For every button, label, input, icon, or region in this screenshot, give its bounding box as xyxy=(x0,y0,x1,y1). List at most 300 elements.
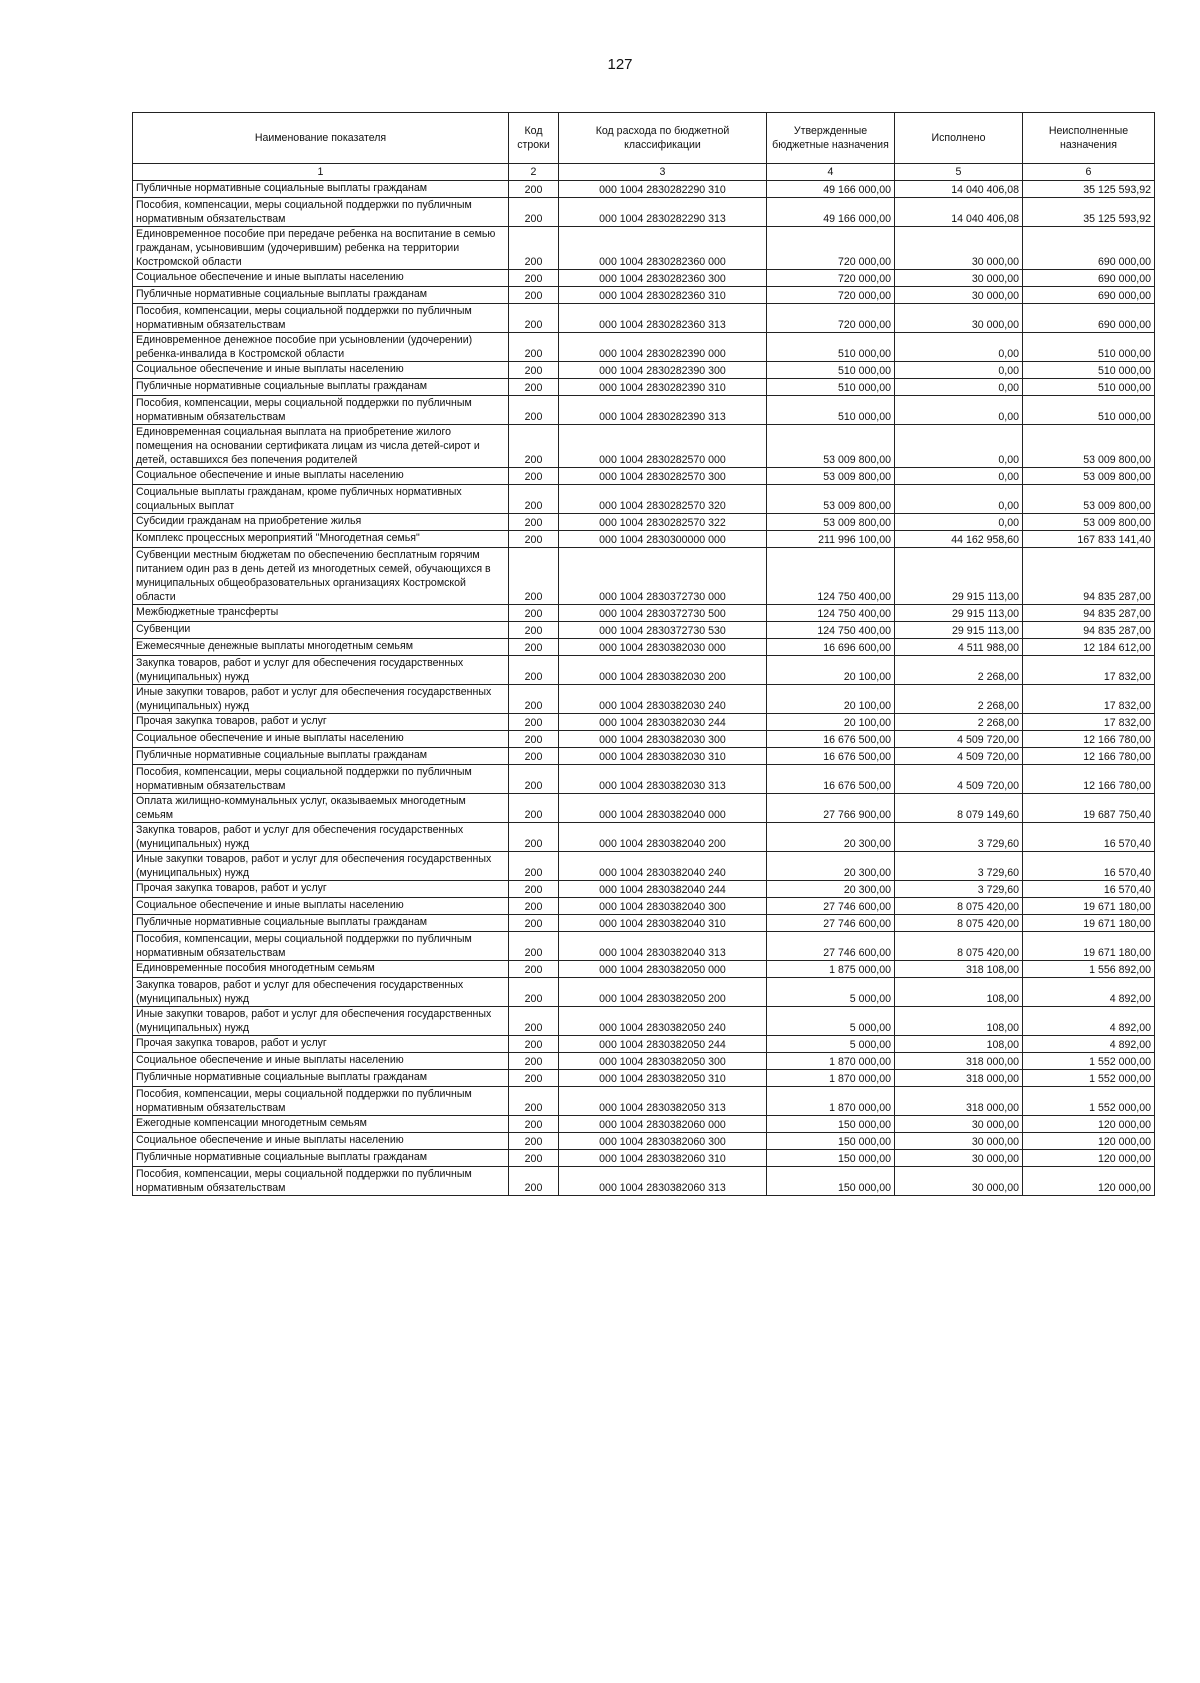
cell-unexecuted: 1 552 000,00 xyxy=(1023,1087,1155,1116)
cell-name: Публичные нормативные социальные выплаты гражданам xyxy=(133,1150,509,1167)
cell-name: Социальные выплаты гражданам, кроме публичных нормативных социальных выплат xyxy=(133,485,509,514)
cell-unexecuted: 19 671 180,00 xyxy=(1023,932,1155,961)
table-row xyxy=(133,485,1155,514)
table-row xyxy=(133,198,1155,227)
cell-row-code: 200 xyxy=(509,656,559,685)
cell-row-code: 200 xyxy=(509,978,559,1007)
col-number-4: 4 xyxy=(767,164,895,181)
table-row xyxy=(133,379,1155,396)
cell-unexecuted: 53 009 800,00 xyxy=(1023,468,1155,485)
cell-executed: 29 915 113,00 xyxy=(895,605,1023,622)
cell-approved: 20 300,00 xyxy=(767,823,895,852)
cell-name: Социальное обеспечение и иные выплаты населению xyxy=(133,270,509,287)
cell-executed: 2 268,00 xyxy=(895,656,1023,685)
cell-row-code: 200 xyxy=(509,1116,559,1133)
cell-classification-code: 000 1004 2830382050 300 xyxy=(559,1053,767,1070)
table-row xyxy=(133,1036,1155,1053)
col-number-1: 1 xyxy=(133,164,509,181)
cell-unexecuted: 510 000,00 xyxy=(1023,333,1155,362)
table-row xyxy=(133,1087,1155,1116)
table-row xyxy=(133,881,1155,898)
cell-executed: 8 075 420,00 xyxy=(895,932,1023,961)
cell-unexecuted: 1 552 000,00 xyxy=(1023,1070,1155,1087)
cell-approved: 53 009 800,00 xyxy=(767,485,895,514)
table-row xyxy=(133,1070,1155,1087)
cell-executed: 318 000,00 xyxy=(895,1087,1023,1116)
cell-unexecuted: 17 832,00 xyxy=(1023,714,1155,731)
cell-approved: 16 676 500,00 xyxy=(767,748,895,765)
cell-executed: 30 000,00 xyxy=(895,227,1023,270)
cell-classification-code: 000 1004 2830282390 000 xyxy=(559,333,767,362)
cell-approved: 20 100,00 xyxy=(767,656,895,685)
cell-unexecuted: 510 000,00 xyxy=(1023,396,1155,425)
cell-approved: 53 009 800,00 xyxy=(767,514,895,531)
cell-executed: 8 075 420,00 xyxy=(895,898,1023,915)
table-body xyxy=(133,181,1155,1196)
cell-unexecuted: 19 671 180,00 xyxy=(1023,915,1155,932)
cell-classification-code: 000 1004 2830382030 240 xyxy=(559,685,767,714)
cell-classification-code: 000 1004 2830382050 000 xyxy=(559,961,767,978)
cell-approved: 720 000,00 xyxy=(767,270,895,287)
cell-approved: 211 996 100,00 xyxy=(767,531,895,548)
cell-classification-code: 000 1004 2830282570 322 xyxy=(559,514,767,531)
table-row xyxy=(133,468,1155,485)
cell-unexecuted: 510 000,00 xyxy=(1023,379,1155,396)
cell-unexecuted: 120 000,00 xyxy=(1023,1150,1155,1167)
cell-classification-code: 000 1004 2830372730 500 xyxy=(559,605,767,622)
table-row xyxy=(133,1007,1155,1036)
cell-unexecuted: 17 832,00 xyxy=(1023,656,1155,685)
cell-classification-code: 000 1004 2830382060 313 xyxy=(559,1167,767,1196)
col-number-6: 6 xyxy=(1023,164,1155,181)
cell-unexecuted: 12 166 780,00 xyxy=(1023,765,1155,794)
cell-name: Пособия, компенсации, меры социальной поддержки по публичным нормативным обязательствам xyxy=(133,304,509,333)
cell-unexecuted: 120 000,00 xyxy=(1023,1167,1155,1196)
table-row xyxy=(133,270,1155,287)
cell-classification-code: 000 1004 2830372730 530 xyxy=(559,622,767,639)
cell-executed: 30 000,00 xyxy=(895,1150,1023,1167)
cell-row-code: 200 xyxy=(509,425,559,468)
cell-unexecuted: 94 835 287,00 xyxy=(1023,622,1155,639)
cell-approved: 20 100,00 xyxy=(767,685,895,714)
cell-row-code: 200 xyxy=(509,731,559,748)
cell-unexecuted: 35 125 593,92 xyxy=(1023,198,1155,227)
cell-approved: 510 000,00 xyxy=(767,379,895,396)
cell-row-code: 200 xyxy=(509,287,559,304)
cell-approved: 27 746 600,00 xyxy=(767,932,895,961)
cell-row-code: 200 xyxy=(509,396,559,425)
cell-row-code: 200 xyxy=(509,639,559,656)
table-row xyxy=(133,227,1155,270)
cell-approved: 720 000,00 xyxy=(767,227,895,270)
table-row xyxy=(133,1133,1155,1150)
cell-unexecuted: 12 166 780,00 xyxy=(1023,748,1155,765)
col-number-5: 5 xyxy=(895,164,1023,181)
table-header xyxy=(133,113,1155,181)
col-number-2: 2 xyxy=(509,164,559,181)
cell-approved: 27 766 900,00 xyxy=(767,794,895,823)
cell-classification-code: 000 1004 2830382040 244 xyxy=(559,881,767,898)
cell-name: Иные закупки товаров, работ и услуг для обеспечения государственных (муниципальных) нужд xyxy=(133,852,509,881)
cell-row-code: 200 xyxy=(509,852,559,881)
cell-classification-code: 000 1004 2830382050 313 xyxy=(559,1087,767,1116)
cell-name: Социальное обеспечение и иные выплаты населению xyxy=(133,468,509,485)
cell-row-code: 200 xyxy=(509,714,559,731)
cell-name: Единовременное денежное пособие при усыновлении (удочерении) ребенка-инвалида в Костромской области xyxy=(133,333,509,362)
cell-name: Ежегодные компенсации многодетным семьям xyxy=(133,1116,509,1133)
table-row xyxy=(133,548,1155,605)
cell-name: Единовременное пособие при передаче ребенка на воспитание в семью гражданам, усыновившим (удочерившим) ребенка на территории Костромской области xyxy=(133,227,509,270)
cell-classification-code: 000 1004 2830382060 300 xyxy=(559,1133,767,1150)
cell-classification-code: 000 1004 2830382050 200 xyxy=(559,978,767,1007)
cell-row-code: 200 xyxy=(509,823,559,852)
cell-name: Пособия, компенсации, меры социальной поддержки по публичным нормативным обязательствам xyxy=(133,765,509,794)
cell-row-code: 200 xyxy=(509,1167,559,1196)
cell-executed: 29 915 113,00 xyxy=(895,622,1023,639)
cell-classification-code: 000 1004 2830382050 310 xyxy=(559,1070,767,1087)
cell-classification-code: 000 1004 2830372730 000 xyxy=(559,548,767,605)
cell-unexecuted: 1 556 892,00 xyxy=(1023,961,1155,978)
cell-unexecuted: 12 166 780,00 xyxy=(1023,731,1155,748)
table-row xyxy=(133,304,1155,333)
cell-executed: 29 915 113,00 xyxy=(895,548,1023,605)
cell-approved: 49 166 000,00 xyxy=(767,198,895,227)
cell-name: Закупка товаров, работ и услуг для обеспечения государственных (муниципальных) нужд xyxy=(133,978,509,1007)
cell-executed: 30 000,00 xyxy=(895,1116,1023,1133)
cell-classification-code: 000 1004 2830382060 310 xyxy=(559,1150,767,1167)
cell-approved: 16 676 500,00 xyxy=(767,765,895,794)
cell-executed: 4 509 720,00 xyxy=(895,765,1023,794)
cell-unexecuted: 690 000,00 xyxy=(1023,270,1155,287)
cell-classification-code: 000 1004 2830382040 310 xyxy=(559,915,767,932)
cell-executed: 8 075 420,00 xyxy=(895,915,1023,932)
cell-classification-code: 000 1004 2830382030 200 xyxy=(559,656,767,685)
cell-row-code: 200 xyxy=(509,270,559,287)
cell-row-code: 200 xyxy=(509,485,559,514)
cell-unexecuted: 53 009 800,00 xyxy=(1023,485,1155,514)
cell-approved: 1 875 000,00 xyxy=(767,961,895,978)
cell-unexecuted: 53 009 800,00 xyxy=(1023,514,1155,531)
table-row xyxy=(133,396,1155,425)
table-row xyxy=(133,765,1155,794)
cell-name: Пособия, компенсации, меры социальной поддержки по публичным нормативным обязательствам xyxy=(133,932,509,961)
cell-unexecuted: 94 835 287,00 xyxy=(1023,548,1155,605)
cell-executed: 3 729,60 xyxy=(895,823,1023,852)
cell-executed: 2 268,00 xyxy=(895,685,1023,714)
cell-unexecuted: 690 000,00 xyxy=(1023,304,1155,333)
cell-unexecuted: 19 671 180,00 xyxy=(1023,898,1155,915)
cell-classification-code: 000 1004 2830382040 300 xyxy=(559,898,767,915)
cell-executed: 4 509 720,00 xyxy=(895,731,1023,748)
cell-classification-code: 000 1004 2830282360 313 xyxy=(559,304,767,333)
cell-unexecuted: 19 687 750,40 xyxy=(1023,794,1155,823)
table-row xyxy=(133,748,1155,765)
cell-approved: 124 750 400,00 xyxy=(767,605,895,622)
cell-unexecuted: 4 892,00 xyxy=(1023,1007,1155,1036)
cell-classification-code: 000 1004 2830282360 310 xyxy=(559,287,767,304)
cell-row-code: 200 xyxy=(509,379,559,396)
table-row xyxy=(133,333,1155,362)
cell-row-code: 200 xyxy=(509,362,559,379)
cell-name: Социальное обеспечение и иные выплаты населению xyxy=(133,898,509,915)
cell-executed: 0,00 xyxy=(895,362,1023,379)
table-row xyxy=(133,852,1155,881)
cell-unexecuted: 12 184 612,00 xyxy=(1023,639,1155,656)
cell-approved: 510 000,00 xyxy=(767,396,895,425)
cell-name: Единовременные пособия многодетным семьям xyxy=(133,961,509,978)
cell-approved: 150 000,00 xyxy=(767,1167,895,1196)
cell-name: Оплата жилищно-коммунальных услуг, оказываемых многодетным семьям xyxy=(133,794,509,823)
cell-name: Социальное обеспечение и иные выплаты населению xyxy=(133,362,509,379)
cell-executed: 0,00 xyxy=(895,379,1023,396)
cell-row-code: 200 xyxy=(509,304,559,333)
cell-name: Пособия, компенсации, меры социальной поддержки по публичным нормативным обязательствам xyxy=(133,396,509,425)
cell-classification-code: 000 1004 2830282390 300 xyxy=(559,362,767,379)
cell-name: Межбюджетные трансферты xyxy=(133,605,509,622)
cell-approved: 49 166 000,00 xyxy=(767,181,895,198)
cell-approved: 720 000,00 xyxy=(767,287,895,304)
cell-executed: 0,00 xyxy=(895,333,1023,362)
cell-name: Социальное обеспечение и иные выплаты населению xyxy=(133,1053,509,1070)
cell-name: Иные закупки товаров, работ и услуг для обеспечения государственных (муниципальных) нужд xyxy=(133,1007,509,1036)
cell-executed: 108,00 xyxy=(895,1036,1023,1053)
cell-name: Субвенции xyxy=(133,622,509,639)
table-row xyxy=(133,181,1155,198)
cell-name: Пособия, компенсации, меры социальной поддержки по публичным нормативным обязательствам xyxy=(133,1087,509,1116)
cell-name: Закупка товаров, работ и услуг для обеспечения государственных (муниципальных) нужд xyxy=(133,656,509,685)
cell-row-code: 200 xyxy=(509,898,559,915)
cell-name: Субсидии гражданам на приобретение жилья xyxy=(133,514,509,531)
cell-row-code: 200 xyxy=(509,961,559,978)
table-row xyxy=(133,731,1155,748)
cell-row-code: 200 xyxy=(509,531,559,548)
cell-name: Публичные нормативные социальные выплаты гражданам xyxy=(133,748,509,765)
cell-approved: 5 000,00 xyxy=(767,1007,895,1036)
cell-classification-code: 000 1004 2830382050 240 xyxy=(559,1007,767,1036)
cell-executed: 44 162 958,60 xyxy=(895,531,1023,548)
cell-classification-code: 000 1004 2830382060 000 xyxy=(559,1116,767,1133)
cell-row-code: 200 xyxy=(509,1007,559,1036)
cell-executed: 14 040 406,08 xyxy=(895,181,1023,198)
cell-approved: 20 300,00 xyxy=(767,852,895,881)
cell-unexecuted: 16 570,40 xyxy=(1023,881,1155,898)
cell-row-code: 200 xyxy=(509,181,559,198)
cell-approved: 150 000,00 xyxy=(767,1116,895,1133)
cell-unexecuted: 120 000,00 xyxy=(1023,1116,1155,1133)
cell-classification-code: 000 1004 2830382050 244 xyxy=(559,1036,767,1053)
cell-executed: 0,00 xyxy=(895,396,1023,425)
cell-approved: 20 300,00 xyxy=(767,881,895,898)
table-row xyxy=(133,656,1155,685)
cell-name: Комплекс процессных мероприятий "Многодетная семья" xyxy=(133,531,509,548)
cell-unexecuted: 16 570,40 xyxy=(1023,823,1155,852)
cell-classification-code: 000 1004 2830382040 200 xyxy=(559,823,767,852)
col-header-approved: Утвержденные бюджетные назначения xyxy=(767,113,895,164)
cell-executed: 318 000,00 xyxy=(895,1070,1023,1087)
cell-classification-code: 000 1004 2830282360 000 xyxy=(559,227,767,270)
cell-name: Пособия, компенсации, меры социальной поддержки по публичным нормативным обязательствам xyxy=(133,1167,509,1196)
cell-row-code: 200 xyxy=(509,1053,559,1070)
cell-unexecuted: 120 000,00 xyxy=(1023,1133,1155,1150)
cell-name: Иные закупки товаров, работ и услуг для обеспечения государственных (муниципальных) нужд xyxy=(133,685,509,714)
cell-name: Социальное обеспечение и иные выплаты населению xyxy=(133,731,509,748)
cell-approved: 510 000,00 xyxy=(767,362,895,379)
cell-classification-code: 000 1004 2830282390 313 xyxy=(559,396,767,425)
cell-row-code: 200 xyxy=(509,765,559,794)
col-header-unexecuted: Неисполненные назначения xyxy=(1023,113,1155,164)
cell-unexecuted: 690 000,00 xyxy=(1023,227,1155,270)
table-row xyxy=(133,605,1155,622)
cell-row-code: 200 xyxy=(509,932,559,961)
cell-executed: 0,00 xyxy=(895,468,1023,485)
cell-classification-code: 000 1004 2830382030 244 xyxy=(559,714,767,731)
table-row xyxy=(133,685,1155,714)
cell-classification-code: 000 1004 2830282390 310 xyxy=(559,379,767,396)
cell-classification-code: 000 1004 2830282570 300 xyxy=(559,468,767,485)
cell-executed: 4 511 988,00 xyxy=(895,639,1023,656)
table-row xyxy=(133,622,1155,639)
cell-unexecuted: 4 892,00 xyxy=(1023,1036,1155,1053)
cell-classification-code: 000 1004 2830382030 000 xyxy=(559,639,767,656)
table-row xyxy=(133,639,1155,656)
cell-approved: 27 746 600,00 xyxy=(767,898,895,915)
table-row xyxy=(133,287,1155,304)
cell-name: Единовременная социальная выплата на приобретение жилого помещения на основании сертификата лицам из числа детей-сирот и детей, оставшихся без попечения родителей xyxy=(133,425,509,468)
cell-name: Ежемесячные денежные выплаты многодетным семьям xyxy=(133,639,509,656)
cell-executed: 30 000,00 xyxy=(895,270,1023,287)
cell-executed: 30 000,00 xyxy=(895,287,1023,304)
table-row xyxy=(133,898,1155,915)
cell-approved: 1 870 000,00 xyxy=(767,1053,895,1070)
cell-approved: 124 750 400,00 xyxy=(767,548,895,605)
cell-approved: 16 696 600,00 xyxy=(767,639,895,656)
cell-row-code: 200 xyxy=(509,881,559,898)
cell-name: Публичные нормативные социальные выплаты гражданам xyxy=(133,287,509,304)
cell-executed: 0,00 xyxy=(895,485,1023,514)
cell-name: Прочая закупка товаров, работ и услуг xyxy=(133,714,509,731)
cell-executed: 108,00 xyxy=(895,1007,1023,1036)
cell-name: Публичные нормативные социальные выплаты гражданам xyxy=(133,1070,509,1087)
cell-executed: 30 000,00 xyxy=(895,1133,1023,1150)
table-row xyxy=(133,794,1155,823)
cell-unexecuted: 1 552 000,00 xyxy=(1023,1053,1155,1070)
table-row xyxy=(133,823,1155,852)
cell-classification-code: 000 1004 2830282360 300 xyxy=(559,270,767,287)
col-header-classification-code: Код расхода по бюджетной классификации xyxy=(559,113,767,164)
cell-executed: 3 729,60 xyxy=(895,852,1023,881)
table-row xyxy=(133,961,1155,978)
cell-approved: 27 746 600,00 xyxy=(767,915,895,932)
cell-row-code: 200 xyxy=(509,1070,559,1087)
col-header-row-code: Код строки xyxy=(509,113,559,164)
cell-approved: 5 000,00 xyxy=(767,978,895,1007)
table-row xyxy=(133,1167,1155,1196)
cell-unexecuted: 17 832,00 xyxy=(1023,685,1155,714)
cell-executed: 30 000,00 xyxy=(895,304,1023,333)
col-header-name: Наименование показателя xyxy=(133,113,509,164)
col-header-executed: Исполнено xyxy=(895,113,1023,164)
cell-name: Прочая закупка товаров, работ и услуг xyxy=(133,1036,509,1053)
cell-executed: 0,00 xyxy=(895,514,1023,531)
cell-row-code: 200 xyxy=(509,333,559,362)
cell-executed: 3 729,60 xyxy=(895,881,1023,898)
cell-approved: 1 870 000,00 xyxy=(767,1087,895,1116)
cell-approved: 124 750 400,00 xyxy=(767,622,895,639)
cell-row-code: 200 xyxy=(509,605,559,622)
budget-execution-table xyxy=(132,112,1155,1196)
cell-row-code: 200 xyxy=(509,1036,559,1053)
cell-row-code: 200 xyxy=(509,622,559,639)
table-row xyxy=(133,932,1155,961)
cell-row-code: 200 xyxy=(509,468,559,485)
cell-approved: 5 000,00 xyxy=(767,1036,895,1053)
table-row xyxy=(133,531,1155,548)
cell-name: Пособия, компенсации, меры социальной поддержки по публичным нормативным обязательствам xyxy=(133,198,509,227)
cell-row-code: 200 xyxy=(509,748,559,765)
cell-row-code: 200 xyxy=(509,794,559,823)
cell-row-code: 200 xyxy=(509,227,559,270)
table-row xyxy=(133,362,1155,379)
cell-classification-code: 000 1004 2830300000 000 xyxy=(559,531,767,548)
cell-unexecuted: 167 833 141,40 xyxy=(1023,531,1155,548)
table-row xyxy=(133,1053,1155,1070)
cell-classification-code: 000 1004 2830382030 300 xyxy=(559,731,767,748)
cell-unexecuted: 510 000,00 xyxy=(1023,362,1155,379)
cell-unexecuted: 35 125 593,92 xyxy=(1023,181,1155,198)
table-row xyxy=(133,978,1155,1007)
cell-row-code: 200 xyxy=(509,198,559,227)
cell-name: Публичные нормативные социальные выплаты гражданам xyxy=(133,915,509,932)
cell-executed: 4 509 720,00 xyxy=(895,748,1023,765)
table-row xyxy=(133,915,1155,932)
cell-approved: 20 100,00 xyxy=(767,714,895,731)
cell-name: Публичные нормативные социальные выплаты гражданам xyxy=(133,181,509,198)
cell-name: Прочая закупка товаров, работ и услуг xyxy=(133,881,509,898)
cell-classification-code: 000 1004 2830382040 000 xyxy=(559,794,767,823)
cell-name: Субвенции местным бюджетам по обеспечению бесплатным горячим питанием один раз в день детей из многодетных семей, обучающихся в муниципальных общеобразовательных организациях Костромской области xyxy=(133,548,509,605)
cell-classification-code: 000 1004 2830282290 310 xyxy=(559,181,767,198)
page-number: 127 xyxy=(607,56,633,73)
cell-name: Социальное обеспечение и иные выплаты населению xyxy=(133,1133,509,1150)
cell-classification-code: 000 1004 2830282290 313 xyxy=(559,198,767,227)
cell-unexecuted: 4 892,00 xyxy=(1023,978,1155,1007)
table-row xyxy=(133,514,1155,531)
cell-approved: 1 870 000,00 xyxy=(767,1070,895,1087)
col-number-3: 3 xyxy=(559,164,767,181)
cell-classification-code: 000 1004 2830382030 313 xyxy=(559,765,767,794)
table-row xyxy=(133,1116,1155,1133)
cell-classification-code: 000 1004 2830282570 000 xyxy=(559,425,767,468)
cell-unexecuted: 94 835 287,00 xyxy=(1023,605,1155,622)
cell-classification-code: 000 1004 2830382040 240 xyxy=(559,852,767,881)
cell-approved: 720 000,00 xyxy=(767,304,895,333)
cell-approved: 53 009 800,00 xyxy=(767,425,895,468)
cell-executed: 30 000,00 xyxy=(895,1167,1023,1196)
cell-name: Публичные нормативные социальные выплаты гражданам xyxy=(133,379,509,396)
cell-row-code: 200 xyxy=(509,915,559,932)
cell-executed: 318 108,00 xyxy=(895,961,1023,978)
cell-executed: 8 079 149,60 xyxy=(895,794,1023,823)
cell-row-code: 200 xyxy=(509,1133,559,1150)
cell-row-code: 200 xyxy=(509,514,559,531)
table-row xyxy=(133,425,1155,468)
cell-approved: 510 000,00 xyxy=(767,333,895,362)
cell-row-code: 200 xyxy=(509,685,559,714)
cell-approved: 150 000,00 xyxy=(767,1150,895,1167)
cell-row-code: 200 xyxy=(509,548,559,605)
cell-classification-code: 000 1004 2830382040 313 xyxy=(559,932,767,961)
cell-classification-code: 000 1004 2830282570 320 xyxy=(559,485,767,514)
